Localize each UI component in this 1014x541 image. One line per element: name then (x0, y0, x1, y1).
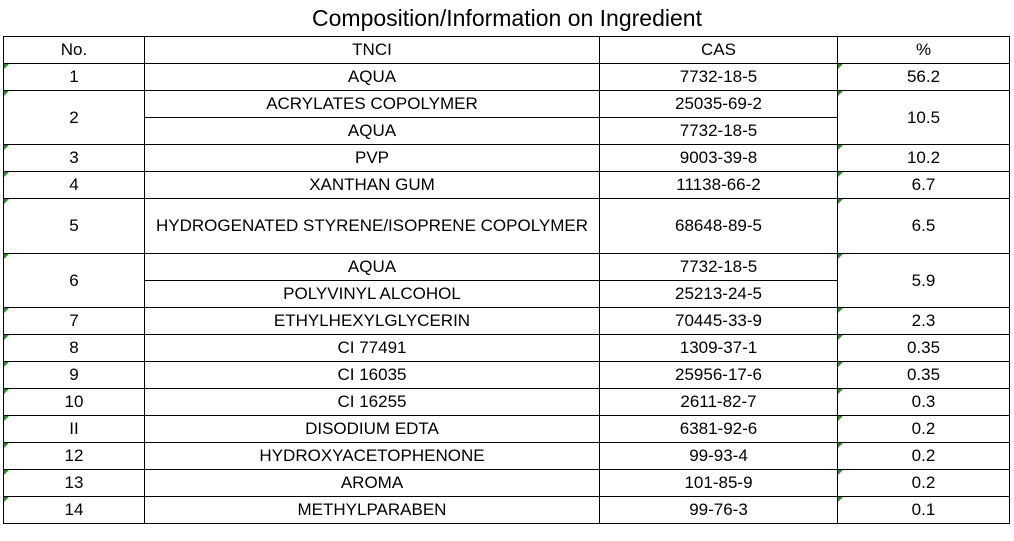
cas-number-cell: 25956-17-6 (600, 362, 838, 389)
table-row (4, 497, 1010, 524)
percentage-cell: 0.35 (838, 362, 1010, 389)
ingredient-name-cell: CI 16035 (145, 362, 600, 389)
table-row (4, 362, 1010, 389)
ingredient-name-cell: PVP (145, 145, 600, 172)
cas-number-cell: 7732-18-5 (600, 64, 838, 91)
row-number-cell: 14 (4, 497, 145, 524)
cas-number-cell: 6381-92-6 (600, 416, 838, 443)
table-row (4, 145, 1010, 172)
cas-number-cell: 25035-69-2 (600, 91, 838, 118)
percentage-cell: 2.3 (838, 308, 1010, 335)
table-row (4, 199, 1010, 254)
cas-number-cell: 7732-18-5 (600, 118, 838, 145)
percentage-cell: 0.2 (838, 443, 1010, 470)
cas-number-cell: 2611-82-7 (600, 389, 838, 416)
table-row (4, 254, 1010, 281)
row-number-cell: 2 (4, 91, 145, 145)
ingredient-name-cell: AROMA (145, 470, 600, 497)
percentage-cell: 5.9 (838, 254, 1010, 308)
ingredient-name-cell: CI 16255 (145, 389, 600, 416)
table-row (4, 64, 1010, 91)
ingredient-name-cell: HYDROGENATED STYRENE/ISOPRENE COPOLYMER (145, 199, 600, 254)
ingredient-name-cell: CI 77491 (145, 335, 600, 362)
row-number-cell: 10 (4, 389, 145, 416)
percentage-cell: 0.2 (838, 416, 1010, 443)
percentage-cell: 10.5 (838, 91, 1010, 145)
percentage-cell: 0.35 (838, 335, 1010, 362)
table-row (4, 443, 1010, 470)
table-row (4, 91, 1010, 118)
table-row (4, 335, 1010, 362)
table-row (4, 172, 1010, 199)
percentage-cell: 10.2 (838, 145, 1010, 172)
cas-number-cell: 99-76-3 (600, 497, 838, 524)
percentage-cell: 6.7 (838, 172, 1010, 199)
percentage-cell: 56.2 (838, 64, 1010, 91)
ingredient-name-cell: ACRYLATES COPOLYMER (145, 91, 600, 118)
header-cas: CAS (600, 37, 838, 64)
row-number-cell: II (4, 416, 145, 443)
table-body (4, 64, 1010, 524)
row-number-cell: 7 (4, 308, 145, 335)
cas-number-cell: 25213-24-5 (600, 281, 838, 308)
table-row (4, 389, 1010, 416)
row-number-cell: 5 (4, 199, 145, 254)
cas-number-cell: 11138-66-2 (600, 172, 838, 199)
table-row (4, 470, 1010, 497)
cas-number-cell: 68648-89-5 (600, 199, 838, 254)
composition-table (3, 36, 1010, 524)
ingredient-name-cell: XANTHAN GUM (145, 172, 600, 199)
cas-number-cell: 7732-18-5 (600, 254, 838, 281)
cas-number-cell: 101-85-9 (600, 470, 838, 497)
row-number-cell: 8 (4, 335, 145, 362)
header-row (4, 37, 1010, 64)
row-number-cell: 1 (4, 64, 145, 91)
ingredient-name-cell: AQUA (145, 118, 600, 145)
row-number-cell: 9 (4, 362, 145, 389)
table-row (4, 308, 1010, 335)
percentage-cell: 0.3 (838, 389, 1010, 416)
row-number-cell: 12 (4, 443, 145, 470)
percentage-cell: 0.1 (838, 497, 1010, 524)
cas-number-cell: 1309-37-1 (600, 335, 838, 362)
ingredient-name-cell: POLYVINYL ALCOHOL (145, 281, 600, 308)
document-title: Composition/Information on Ingredient (312, 5, 702, 31)
ingredient-name-cell: METHYLPARABEN (145, 497, 600, 524)
ingredient-name-cell: HYDROXYACETOPHENONE (145, 443, 600, 470)
header-percent: % (838, 37, 1010, 64)
table-row (4, 416, 1010, 443)
row-number-cell: 13 (4, 470, 145, 497)
row-number-cell: 3 (4, 145, 145, 172)
header-no: No. (4, 37, 145, 64)
ingredient-name-cell: ETHYLHEXYLGLYCERIN (145, 308, 600, 335)
header-name: TNCI (145, 37, 600, 64)
ingredient-name-cell: DISODIUM EDTA (145, 416, 600, 443)
cas-number-cell: 99-93-4 (600, 443, 838, 470)
row-number-cell: 4 (4, 172, 145, 199)
cas-number-cell: 70445-33-9 (600, 308, 838, 335)
ingredient-name-cell: AQUA (145, 64, 600, 91)
row-number-cell: 6 (4, 254, 145, 308)
percentage-cell: 6.5 (838, 199, 1010, 254)
ingredient-name-cell: AQUA (145, 254, 600, 281)
percentage-cell: 0.2 (838, 470, 1010, 497)
cas-number-cell: 9003-39-8 (600, 145, 838, 172)
